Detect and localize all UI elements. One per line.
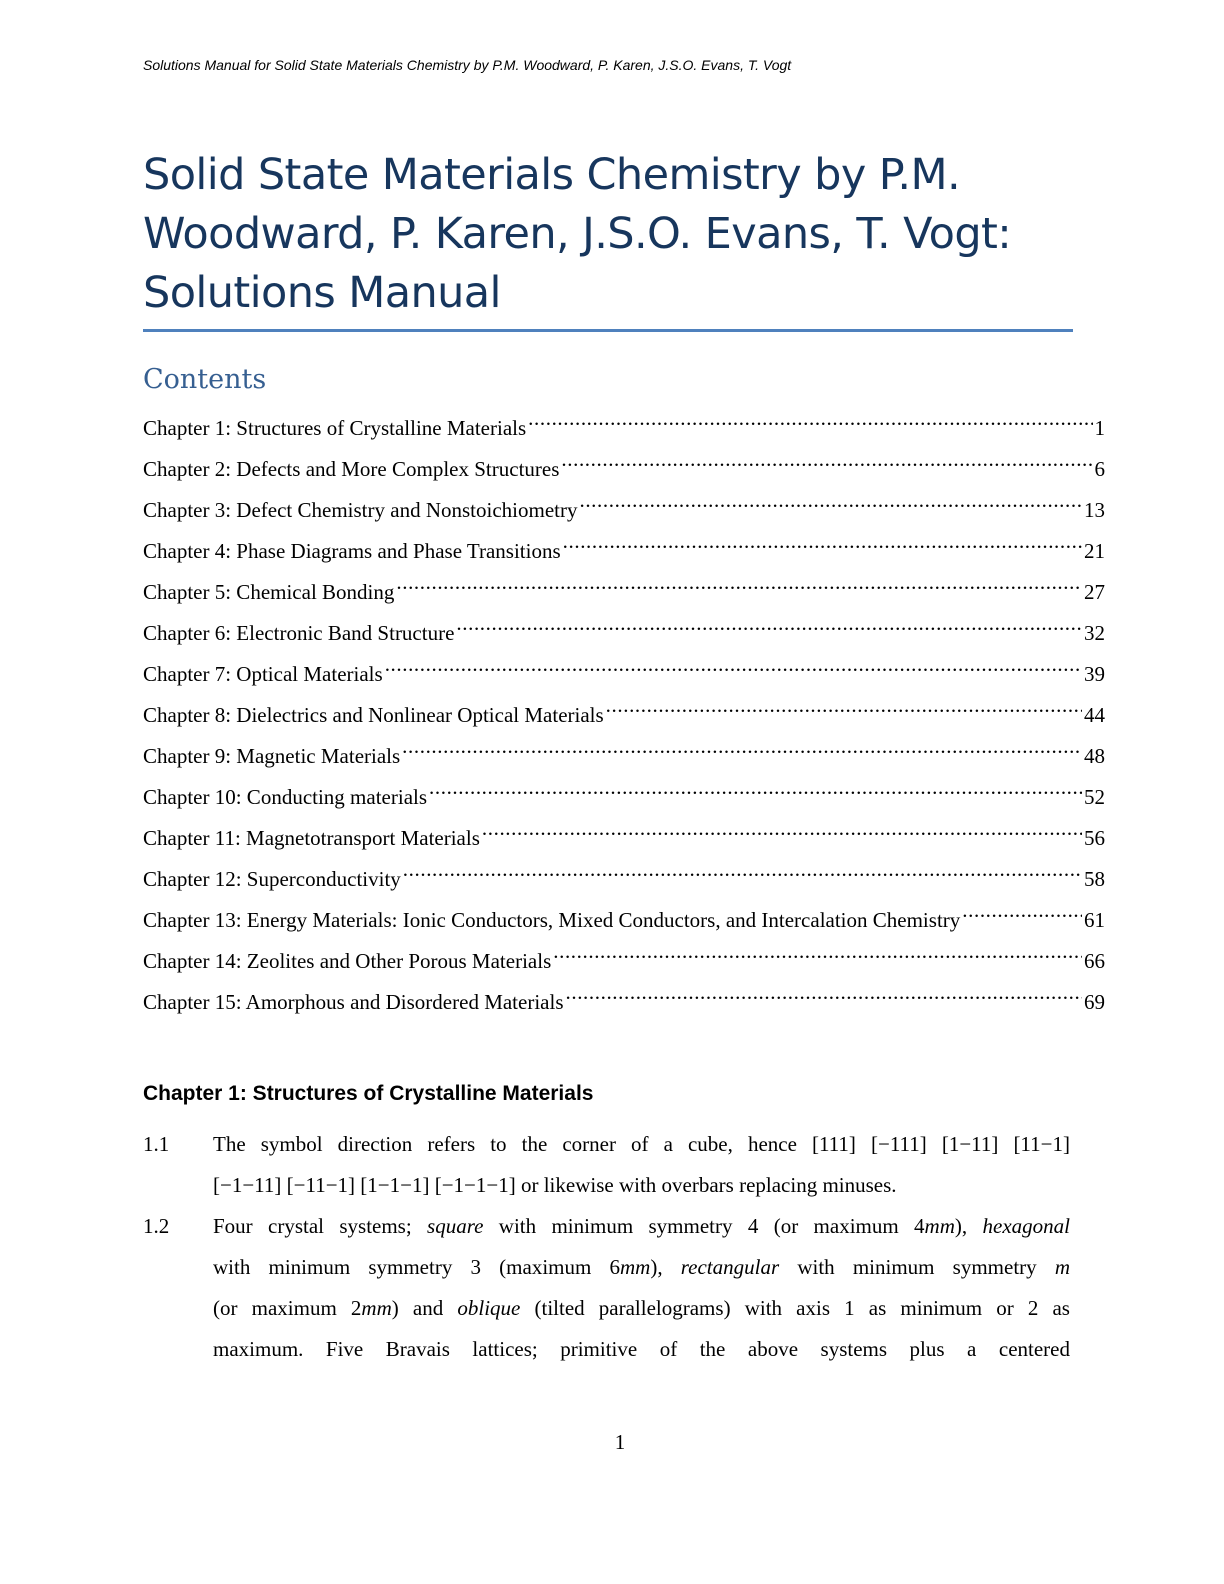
chapter-1-heading: Chapter 1: Structures of Crystalline Materials bbox=[143, 1082, 594, 1105]
toc-entry-chapter-14[interactable] bbox=[143, 934, 1105, 975]
italic-term: m bbox=[1054, 1255, 1070, 1279]
toc-entry-chapter-3[interactable] bbox=[143, 483, 1105, 524]
toc-entry-title: Chapter 10: Conducting materials bbox=[143, 785, 428, 809]
toc-entry-chapter-11[interactable] bbox=[143, 811, 1105, 852]
toc-entry-title: Chapter 9: Magnetic Materials bbox=[143, 744, 401, 768]
answer-line bbox=[213, 1206, 1070, 1247]
toc-entry-chapter-8[interactable] bbox=[143, 688, 1105, 729]
title-line-3: Solutions Manual bbox=[143, 268, 501, 318]
answer-number: 1.1 bbox=[143, 1132, 170, 1156]
toc-leader-dots bbox=[564, 975, 1083, 1009]
running-header: Solutions Manual for Solid State Materials Chemistry by P.M. Woodward, P. Karen, J.S.O. Evans, T. Vogt bbox=[143, 57, 792, 73]
italic-term: oblique bbox=[457, 1296, 521, 1320]
toc-entry-title: Chapter 1: Structures of Crystalline Materials bbox=[143, 416, 527, 440]
text-run: (or maximum 2 bbox=[213, 1296, 362, 1320]
document-title bbox=[143, 146, 1083, 323]
answer-text bbox=[213, 1206, 1070, 1370]
toc-entry-page: 52 bbox=[1084, 785, 1105, 809]
toc-entry-page: 13 bbox=[1084, 498, 1105, 522]
toc-entry-chapter-1[interactable] bbox=[143, 401, 1105, 442]
toc-entry-page: 21 bbox=[1084, 539, 1105, 563]
italic-term: rectangular bbox=[680, 1255, 780, 1279]
toc-entry-title: Chapter 13: Energy Materials: Ionic Conductors, Mixed Conductors, and Intercalation Chemistry bbox=[143, 908, 961, 932]
toc-entry-chapter-13[interactable] bbox=[143, 893, 1105, 934]
answer-line: maximum. Five Bravais lattices; primitive of the above systems plus a centered bbox=[213, 1337, 1070, 1361]
toc-entry-chapter-9[interactable] bbox=[143, 729, 1105, 770]
toc-leader-dots bbox=[551, 934, 1082, 968]
toc-entry-title: Chapter 12: Superconductivity bbox=[143, 867, 401, 891]
toc-entry-chapter-10[interactable] bbox=[143, 770, 1105, 811]
italic-term: mm bbox=[620, 1255, 651, 1279]
toc-entry-page: 39 bbox=[1084, 662, 1105, 686]
toc-entry-page: 56 bbox=[1084, 826, 1105, 850]
toc-entry-title: Chapter 14: Zeolites and Other Porous Materials bbox=[143, 949, 552, 973]
toc-entry-title: Chapter 5: Chemical Bonding bbox=[143, 580, 395, 604]
toc-entry-page: 61 bbox=[1084, 908, 1105, 932]
answer-line: The symbol direction refers to the corner of a cube, hence [111] [−111] [1−11] [11−1] bbox=[213, 1132, 1070, 1156]
title-line-2: Woodward, P. Karen, J.S.O. Evans, T. Vogt: bbox=[143, 209, 1012, 259]
toc-leader-dots bbox=[559, 442, 1092, 476]
toc-leader-dots bbox=[454, 606, 1082, 640]
toc-leader-dots bbox=[400, 729, 1082, 763]
toc-entry-title: Chapter 11: Magnetotransport Materials bbox=[143, 826, 480, 850]
text-run: ), bbox=[954, 1214, 983, 1238]
toc-leader-dots bbox=[577, 483, 1082, 517]
text-run: Four crystal systems; bbox=[213, 1214, 428, 1238]
toc-entry-page: 1 bbox=[1094, 416, 1105, 440]
toc-leader-dots bbox=[604, 688, 1082, 722]
toc-entry-chapter-7[interactable] bbox=[143, 647, 1105, 688]
answer-1-2 bbox=[143, 1206, 1070, 1370]
toc-entry-title: Chapter 2: Defects and More Complex Structures bbox=[143, 457, 560, 481]
answer-1-1 bbox=[143, 1124, 1070, 1206]
answer-line bbox=[213, 1247, 1070, 1288]
toc-entry-title: Chapter 15: Amorphous and Disordered Materials bbox=[143, 990, 564, 1014]
toc-leader-dots bbox=[561, 524, 1082, 558]
toc-leader-dots bbox=[383, 647, 1082, 681]
toc-entry-chapter-15[interactable] bbox=[143, 975, 1105, 1016]
italic-term: mm bbox=[361, 1296, 392, 1320]
text-run: with minimum symmetry 4 (or maximum 4 bbox=[483, 1214, 925, 1238]
toc-entry-title: Chapter 8: Dielectrics and Nonlinear Optical Materials bbox=[143, 703, 604, 727]
toc-entry-page: 44 bbox=[1084, 703, 1105, 727]
toc-leader-dots bbox=[480, 811, 1082, 845]
toc-leader-dots bbox=[394, 565, 1082, 599]
contents-heading: Contents bbox=[143, 364, 267, 395]
toc-leader-dots bbox=[526, 401, 1092, 435]
toc-entry-chapter-12[interactable] bbox=[143, 852, 1105, 893]
italic-term: hexagonal bbox=[982, 1214, 1070, 1238]
toc-leader-dots bbox=[427, 770, 1082, 804]
title-line-1: Solid State Materials Chemistry by P.M. bbox=[143, 150, 961, 200]
toc-entry-page: 66 bbox=[1084, 949, 1105, 973]
page-number: 1 bbox=[614, 1430, 626, 1454]
text-run: ), bbox=[650, 1255, 681, 1279]
toc-leader-dots bbox=[960, 893, 1082, 927]
italic-term: mm bbox=[924, 1214, 955, 1238]
toc-entry-page: 69 bbox=[1084, 990, 1105, 1014]
text-run: with minimum symmetry 3 (maximum 6 bbox=[213, 1255, 620, 1279]
italic-term: square bbox=[427, 1214, 484, 1238]
toc-entry-chapter-6[interactable] bbox=[143, 606, 1105, 647]
answer-text bbox=[213, 1124, 1070, 1206]
text-run: with minimum symmetry bbox=[779, 1255, 1055, 1279]
toc-entry-page: 32 bbox=[1084, 621, 1105, 645]
answer-line bbox=[213, 1288, 1070, 1329]
title-underline bbox=[143, 329, 1073, 332]
text-run: (tilted parallelograms) with axis 1 as minimum or 2 as bbox=[520, 1296, 1070, 1320]
toc-entry-chapter-2[interactable] bbox=[143, 442, 1105, 483]
table-of-contents bbox=[143, 401, 1105, 1016]
toc-entry-title: Chapter 4: Phase Diagrams and Phase Transitions bbox=[143, 539, 561, 563]
toc-entry-page: 48 bbox=[1084, 744, 1105, 768]
text-run: ) and bbox=[391, 1296, 458, 1320]
toc-leader-dots bbox=[401, 852, 1082, 886]
toc-entry-chapter-4[interactable] bbox=[143, 524, 1105, 565]
answer-number: 1.2 bbox=[143, 1214, 170, 1238]
toc-entry-page: 6 bbox=[1094, 457, 1105, 481]
toc-entry-title: Chapter 7: Optical Materials bbox=[143, 662, 383, 686]
toc-entry-page: 58 bbox=[1084, 867, 1105, 891]
toc-entry-title: Chapter 3: Defect Chemistry and Nonstoichiometry bbox=[143, 498, 578, 522]
answer-line: [−1−11] [−11−1] [1−1−1] [−1−1−1] or likewise with overbars replacing minuses. bbox=[213, 1173, 897, 1197]
toc-entry-chapter-5[interactable] bbox=[143, 565, 1105, 606]
toc-entry-page: 27 bbox=[1084, 580, 1105, 604]
toc-entry-title: Chapter 6: Electronic Band Structure bbox=[143, 621, 455, 645]
